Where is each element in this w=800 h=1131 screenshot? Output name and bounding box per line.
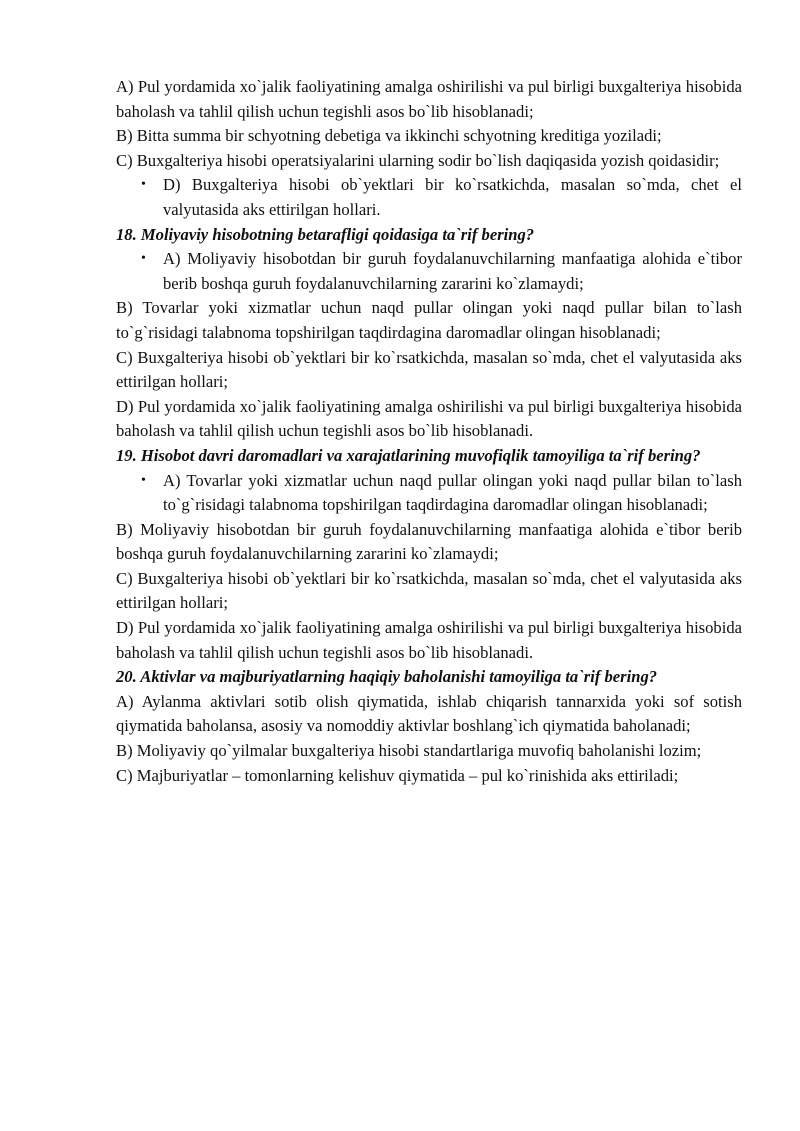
q17-option-b: B) Bitta summa bir schyotning debetiga va ikkinchi schyotning kreditiga yoziladi; [116,126,662,146]
q20-option-c: C) Majburiyatlar – tomonlarning kelishuv qiymatida – pul ko`rinishida aks ettiriladi; [116,765,679,785]
q19-option-a-marked [116,469,742,518]
q18-option-b: B) Tovarlar yoki xizmatlar uchun naqd pullar olingan yoki naqd pullar bilan to`lash to`g`risidagi talabnoma topshirilgan taqdirdagina daromadlar olingan hisoblanadi; [116,298,742,342]
bullet-icon: • [141,472,146,488]
q18-option-d: D) Pul yordamida xo`jalik faoliyatining amalga oshirilishi va pul birligi buxgalteriya hisobida baholash va tahlil qilish uchun tegishli asos bo`lib hisoblanadi. [116,396,742,441]
q20-option-a: A) Aylanma aktivlari sotib olish qiymatida, ishlab chiqarish tannarxida yoki sof sotish qiymatida baholansa, asosiy va nomoddiy aktivlar boshlang`ich qiymatida baholanadi; [116,691,742,736]
q17-option-c: C) Buxgalteriya hisobi operatsiyalarini ularning sodir bo`lish daqiqasida yozish qoidasidir; [116,150,720,170]
q20-option-b: B) Moliyaviy qo`yilmalar buxgalteriya hisobi standartlariga muvofiq baholanishi lozim; [116,741,702,761]
q19-option-d: D) Pul yordamida xo`jalik faoliyatining amalga oshirilishi va pul birligi buxgalteriya hisobida baholash va tahlil qilish uchun tegishli asos bo`lib hisoblanadi. [116,618,742,662]
q19-option-b: B) Moliyaviy hisobotdan bir guruh foydalanuvchilarning manfaatiga alohida e`tibor berib boshqa guruh foydalanuvchilarning zararini ko`zlamaydi; [116,519,742,564]
q17-option-d-marked [116,173,742,222]
q17-option-a: A) Pul yordamida xo`jalik faoliyatining amalga oshirilishi va pul birligi buxgalteriya hisobida baholash va tahlil qilish uchun tegishli asos bo`lib hisoblanadi; [116,77,742,121]
q17-option-d: D) Buxgalteriya hisobi ob`yektlari bir ko`rsatkichda, masalan so`mda, chet el valyutasida aks ettirilgan hollari. [163,175,742,219]
q18-option-c: C) Buxgalteriya hisobi ob`yektlari bir ko`rsatkichda, masalan so`mda, chet el valyutasida aks ettirilgan hollari; [116,347,742,392]
q19-option-c: C) Buxgalteriya hisobi ob`yektlari bir ko`rsatkichda, masalan so`mda, chet el valyutasida aks ettirilgan hollari; [116,568,742,613]
q19-option-a: A) Tovarlar yoki xizmatlar uchun naqd pullar olingan yoki naqd pullar bilan to`lash to`g`risidagi talabnoma topshirilgan taqdirdagina daromadlar olingan hisoblanadi; [163,470,742,515]
q18-option-a: A) Moliyaviy hisobotdan bir guruh foydalanuvchilarning manfaatiga alohida e`tibor berib boshqa guruh foydalanuvchilarning zararini ko`zlamaydi; [163,249,742,293]
q18-title: 18. Moliyaviy hisobotning betarafligi qoidasiga ta`rif bering? [116,224,535,244]
q18-option-a-marked [116,247,742,296]
bullet-icon: • [141,177,146,193]
q20-title: 20. Aktivlar va majburiyatlarning haqiqiy baholanishi tamoyiliga ta`rif bering? [116,667,658,687]
q19-title: 19. Hisobot davri daromadlari va xarajatlarining muvofiqlik tamoyiliga ta`rif bering? [116,445,701,465]
bullet-icon: • [141,251,146,267]
